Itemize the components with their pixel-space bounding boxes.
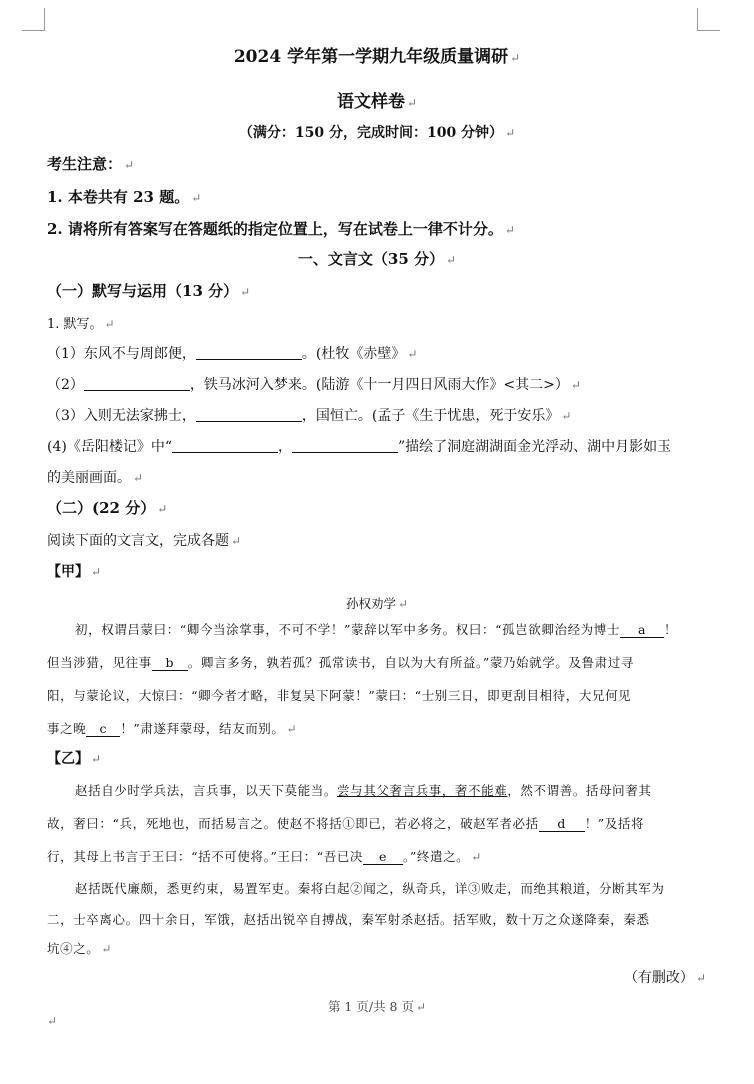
yi-line-2: 故，奢曰：“兵，死地也，而括易言之。使赵不将括①即已，若必将之，破赵军者必括 d ！”及括将 (47, 816, 645, 831)
jia-line-4: 事之晚 c ！”肃遂拜蒙母，结友而别。 ↵ (47, 721, 298, 736)
part1-heading: （一）默写与运用（13 分） ↵ (47, 282, 251, 300)
text-jia-label: 【甲】 ↵ (47, 564, 102, 580)
answer-blank-d[interactable]: d (539, 817, 585, 832)
yi-line-3: 行，其母上书言于王曰：“括不可使将。”王曰：“吾已决 e 。”终遣之。 ↵ (47, 849, 482, 864)
source-note: （有删改） ↵ (623, 970, 706, 986)
crop-mark-top-right (697, 8, 720, 31)
answer-blank[interactable] (84, 376, 190, 391)
part2-heading: （二）(22 分） ↵ (47, 499, 168, 517)
paragraph-mark: ↵ (505, 126, 516, 140)
answer-blank-b[interactable]: b (152, 656, 188, 671)
answer-blank[interactable] (172, 438, 278, 453)
answer-blank[interactable] (196, 407, 302, 422)
page-subtitle: 语文样卷 ↵ (336, 92, 418, 112)
text-yi-label: 【乙】 ↵ (47, 751, 102, 767)
part2-intro: 阅读下面的文言文，完成各题 ↵ (47, 533, 242, 549)
answer-blank[interactable] (292, 438, 398, 453)
paragraph-mark: ↵ (510, 51, 521, 65)
text-jia-title: 孙权劝学 ↵ (345, 596, 409, 611)
underlined-sentence: 尝与其父奢言兵事，奢不能难 (337, 783, 508, 798)
paragraph-mark: ↵ (406, 96, 418, 110)
recite-line-3: （3）入则无法家拂士， ，国恒亡。(孟子《生于忧患，死于安乐》 ↵ (47, 408, 572, 424)
answer-blank-c[interactable]: c (86, 722, 120, 737)
recite-line-4: (4)《岳阳楼记》中“ ， ”描绘了洞庭湖湖面金光浮动、湖中月影如玉 (47, 439, 672, 455)
answer-blank-a[interactable]: a (620, 623, 664, 638)
notice-label: 考生注意： ↵ (47, 155, 135, 173)
question-1: 1. 默写。 ↵ (47, 317, 115, 332)
yi-line-4: 赵括既代廉颇，悉更约束，易置军吏。秦将白起②闻之，纵奇兵，详③败走，而绝其粮道，分断其军为 (75, 881, 665, 896)
recite-line-2: （2） ，铁马冰河入梦来。(陆游《十一月四日风雨大作》<其二>） ↵ (47, 377, 581, 393)
answer-blank-e[interactable]: e (363, 850, 403, 865)
recite-line-4-cont: 的美丽画面。 ↵ (47, 470, 144, 486)
jia-line-2: 但当涉猎，见往事 b 。卿言多务，孰若孤？孤常读书，自以为大有所益。”蒙乃始就学。及鲁肃过寻 (47, 655, 634, 670)
score-info: （满分：150 分，完成时间：100 分钟） ↵ (238, 125, 516, 141)
recite-line-1: （1）东风不与周郎便， 。(杜牧《赤壁》 ↵ (47, 346, 418, 362)
yi-line-6: 坑④之。 ↵ (47, 941, 113, 956)
section-heading: 一、文言文（35 分） ↵ (297, 250, 457, 268)
yi-line-1: 赵括自少时学兵法，言兵事，以天下莫能当。尝与其父奢言兵事，奢不能难，然不谓善。括母问奢其 (75, 783, 652, 798)
jia-line-3: 阳，与蒙论议，大惊曰：“卿今者才略，非复吴下阿蒙！”蒙曰：“士别三日，即更刮目相待，大兄何见 (47, 688, 632, 703)
jia-line-1: 初，权谓吕蒙曰：“卿今当涂掌事，不可不学！”蒙辞以军中多务。权曰：“孤岂欲卿治经为博士 a ！ (75, 622, 678, 637)
notice-item-1: 1. 本卷共有 23 题。 ↵ (47, 188, 202, 206)
crop-mark-top-left (22, 8, 45, 31)
page-number: 第 1 页/共 8 页 ↵ (327, 999, 427, 1014)
yi-line-5: 二，士卒离心。四十余日，军饿，赵括出锐卒自搏战，秦军射杀赵括。括军败，数十万之众遂降秦，秦悉 (47, 912, 650, 927)
answer-blank[interactable] (196, 345, 302, 360)
notice-item-2: 2. 请将所有答案写在答题纸的指定位置上，写在试卷上一律不计分。 ↵ (47, 220, 515, 238)
paragraph-mark: ↵ (47, 1014, 58, 1028)
page-title: 2024 学年第一学期九年级质量调研 ↵ (233, 47, 521, 67)
